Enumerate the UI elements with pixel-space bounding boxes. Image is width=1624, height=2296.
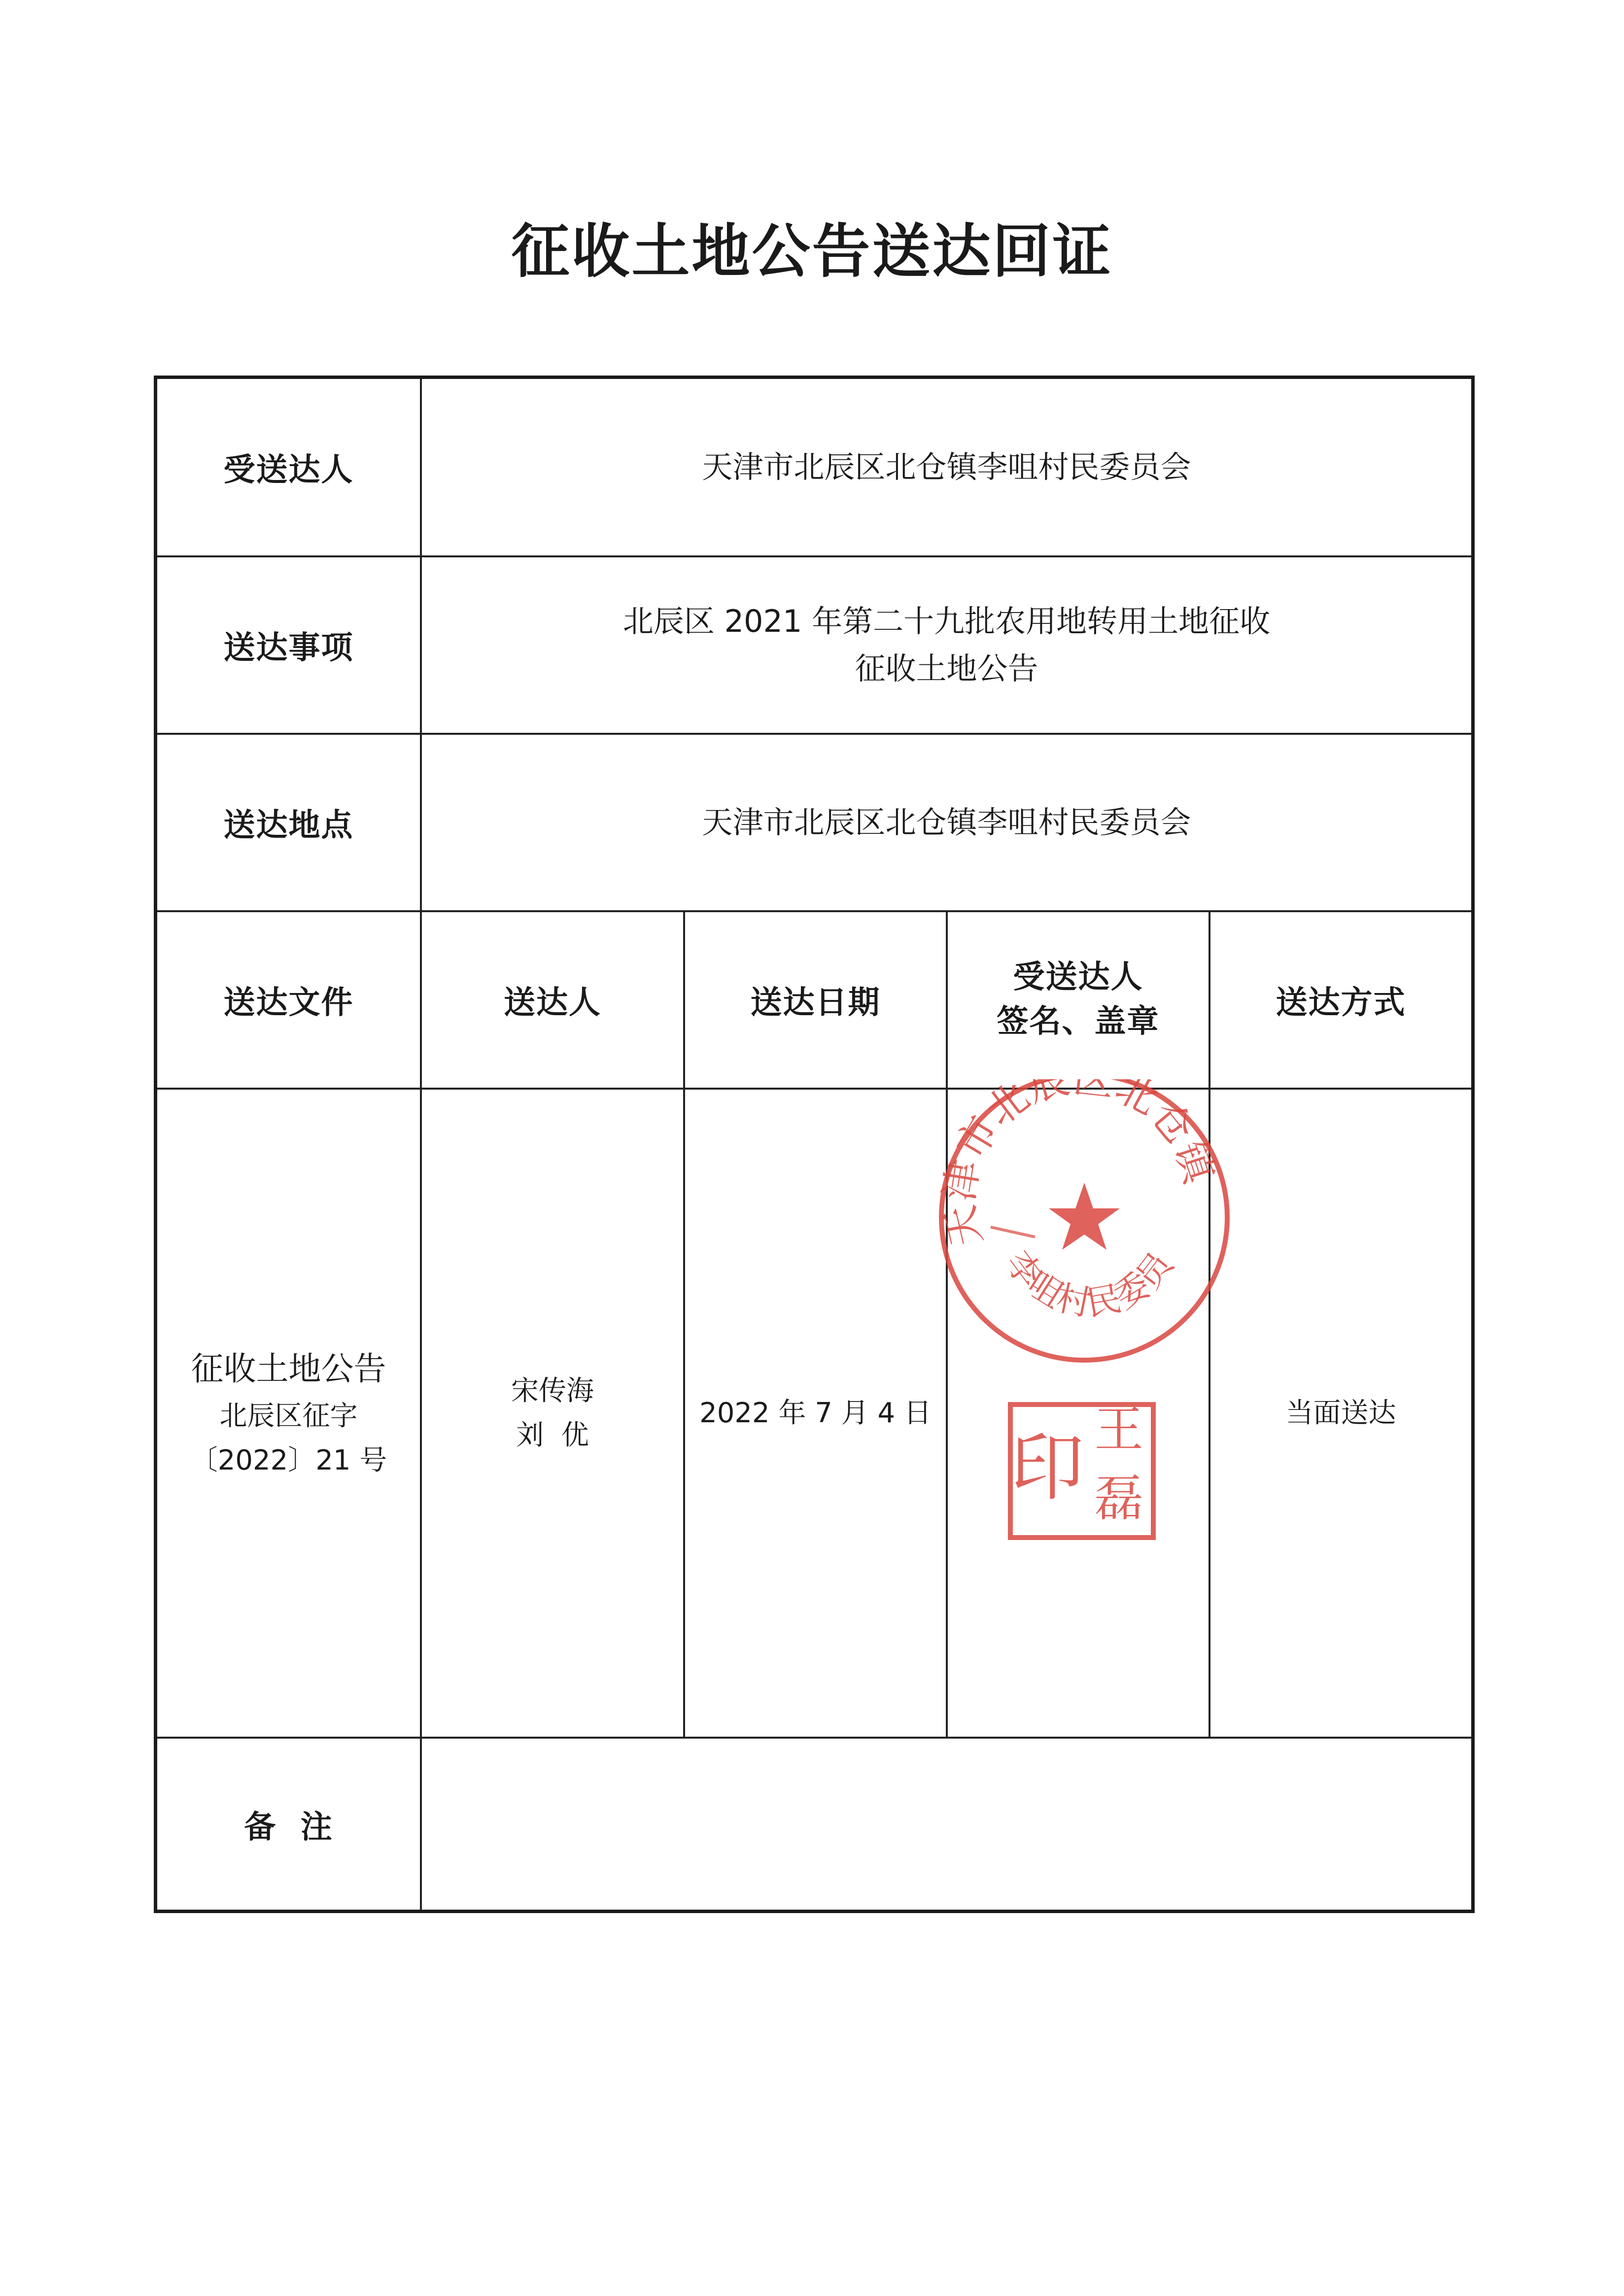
record-doc-line1: 征收土地公告 — [191, 1349, 386, 1388]
receipt-table — [154, 376, 1475, 1913]
record-server-line1: 宋传海 — [511, 1374, 594, 1407]
seal-text-top: 天津市北辰区北仓镇 — [936, 1079, 1223, 1251]
column-header-sign-line1: 受送达人 — [1013, 959, 1143, 996]
place-value: 天津市北辰区北仓镇李咀村民委员会 — [702, 804, 1191, 840]
remarks-label: 备 注 — [244, 1809, 333, 1846]
record-method: 当面送达 — [1285, 1397, 1396, 1429]
column-header-server-label: 送达人 — [504, 985, 601, 1021]
record-doc-line3: 〔2022〕21 号 — [190, 1444, 387, 1476]
record-doc-line2: 北辰区征字 — [219, 1400, 358, 1433]
place-value-cell — [422, 735, 1471, 910]
column-header-date — [685, 912, 946, 1088]
signature-seal-area — [936, 1079, 1242, 1547]
column-header-doc-label: 送达文件 — [223, 985, 354, 1021]
matter-value-cell — [422, 557, 1471, 733]
column-header-doc — [157, 912, 420, 1088]
place-label: 送达地点 — [223, 807, 354, 844]
star-icon — [1049, 1183, 1120, 1250]
personal-name-seal — [1010, 1401, 1153, 1538]
column-header-method — [1210, 912, 1471, 1088]
column-header-sign — [948, 912, 1209, 1088]
matter-value-line2: 征收土地公告 — [855, 651, 1038, 686]
recipient-value: 天津市北辰区北仓镇李咀村民委员会 — [702, 448, 1191, 485]
record-date-cell — [685, 1090, 946, 1737]
record-server-cell — [422, 1090, 683, 1737]
column-header-server — [422, 912, 683, 1088]
matter-value-line1: 北辰区 2021 年第二十九批农用地转用土地征收 — [622, 603, 1271, 639]
matter-label-cell — [157, 557, 420, 733]
document-title: 征收土地公告送达回证 — [511, 217, 1113, 285]
matter-label: 送达事项 — [223, 630, 354, 666]
svg-text:王: 王 — [1094, 1401, 1143, 1458]
record-server-line2: 刘 优 — [516, 1419, 589, 1451]
column-header-method-label: 送达方式 — [1276, 985, 1406, 1021]
recipient-value-cell — [422, 379, 1471, 555]
recipient-label: 受送达人 — [223, 452, 354, 488]
column-header-sign-line2: 签名、盖章 — [997, 1003, 1160, 1040]
seal-text-bottom: 李咀村民委员 — [997, 1243, 1181, 1324]
record-method-cell — [1210, 1090, 1471, 1737]
remarks-value-cell — [422, 1739, 1471, 1910]
record-date: 2022 年 7 月 4 日 — [699, 1397, 932, 1429]
official-round-seal — [936, 1079, 1242, 1547]
svg-text:磊: 磊 — [1094, 1470, 1143, 1527]
place-label-cell — [157, 735, 420, 910]
svg-text:印: 印 — [1010, 1425, 1085, 1511]
recipient-label-cell — [157, 379, 420, 555]
remarks-label-cell — [157, 1739, 420, 1910]
column-header-date-label: 送达日期 — [750, 985, 881, 1021]
record-doc-cell — [157, 1090, 420, 1737]
